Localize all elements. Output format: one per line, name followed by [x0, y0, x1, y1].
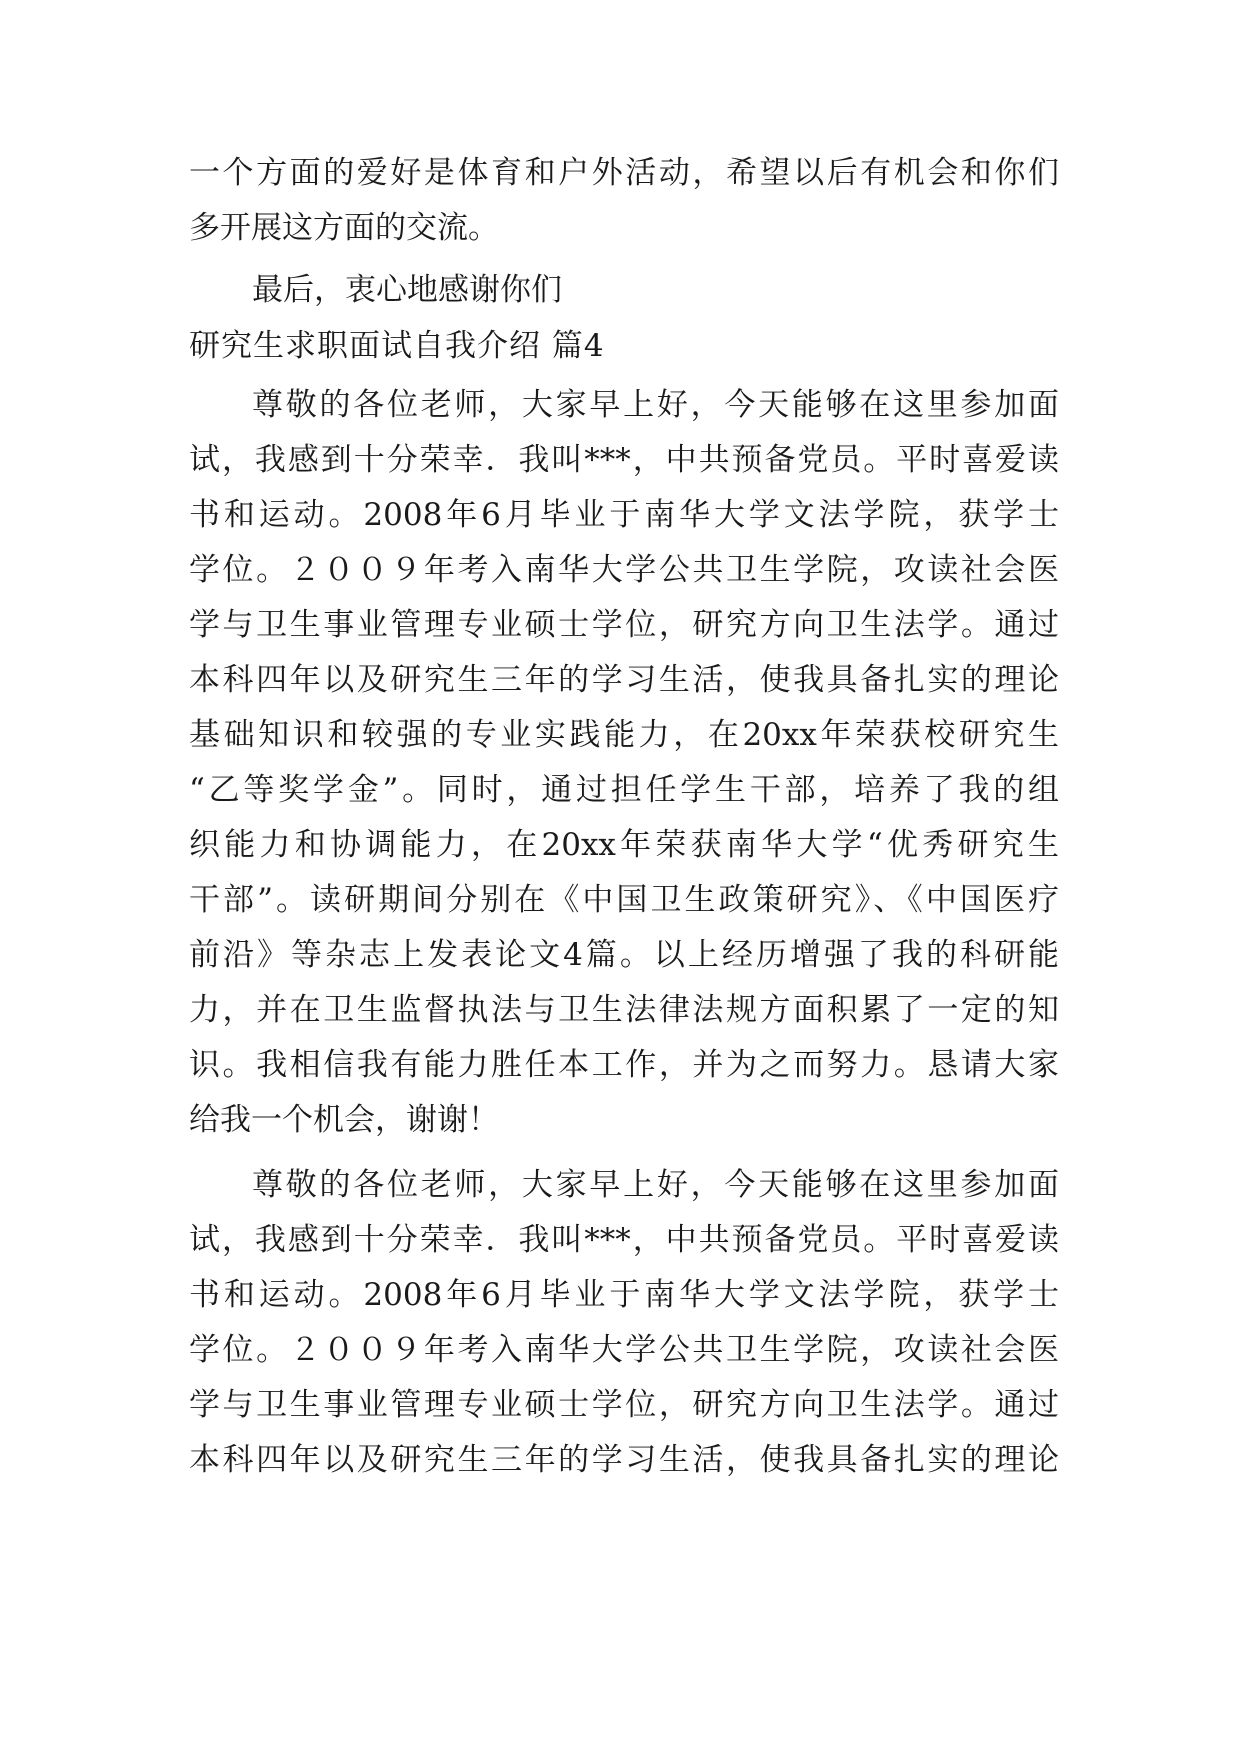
paragraph-line: 书和运动。2008年6月毕业于南华大学文法学院，获学士	[189, 497, 1059, 533]
section-heading: 研究生求职面试自我介绍 篇4	[189, 328, 605, 364]
paragraph-line: 一个方面的爱好是体育和户外活动，希望以后有机会和你们	[189, 155, 1059, 191]
paragraph-line: “乙等奖学金”。同时，通过担任学生干部，培养了我的组	[189, 772, 1059, 808]
paragraph-line: 学与卫生事业管理专业硕士学位，研究方向卫生法学。通过	[189, 1387, 1059, 1423]
paragraph-line: 本科四年以及研究生三年的学习生活，使我具备扎实的理论	[189, 1442, 1059, 1478]
paragraph-line: 干部”。读研期间分别在《中国卫生政策研究》、《中国医疗	[189, 882, 1059, 918]
paragraph-line: 前沿》等杂志上发表论文4篇。以上经历增强了我的科研能	[189, 937, 1059, 973]
paragraph-line: 多开展这方面的交流。	[189, 210, 499, 246]
paragraph-line: 学位。２００９年考入南华大学公共卫生学院，攻读社会医	[189, 1332, 1059, 1368]
paragraph-line: 试，我感到十分荣幸．我叫***，中共预备党员。平时喜爱读	[189, 1222, 1059, 1258]
paragraph-line: 本科四年以及研究生三年的学习生活，使我具备扎实的理论	[189, 662, 1059, 698]
paragraph-line: 学位。２００９年考入南华大学公共卫生学院，攻读社会医	[189, 552, 1059, 588]
paragraph-line: 最后，衷心地感谢你们	[252, 272, 562, 308]
paragraph-line: 织能力和协调能力，在20xx年荣获南华大学“优秀研究生	[189, 827, 1059, 863]
paragraph-line: 书和运动。2008年6月毕业于南华大学文法学院，获学士	[189, 1277, 1059, 1313]
paragraph-line: 尊敬的各位老师，大家早上好，今天能够在这里参加面	[252, 1167, 1059, 1203]
paragraph-line: 给我一个机会，谢谢！	[189, 1102, 499, 1138]
paragraph-line: 基础知识和较强的专业实践能力，在20xx年荣获校研究生	[189, 717, 1059, 753]
paragraph-line: 学与卫生事业管理专业硕士学位，研究方向卫生法学。通过	[189, 607, 1059, 643]
paragraph-line: 力，并在卫生监督执法与卫生法律法规方面积累了一定的知	[189, 992, 1059, 1028]
paragraph-line: 尊敬的各位老师，大家早上好，今天能够在这里参加面	[252, 387, 1059, 423]
paragraph-line: 试，我感到十分荣幸．我叫***，中共预备党员。平时喜爱读	[189, 442, 1059, 478]
paragraph-line: 识。我相信我有能力胜任本工作，并为之而努力。恳请大家	[189, 1047, 1059, 1083]
